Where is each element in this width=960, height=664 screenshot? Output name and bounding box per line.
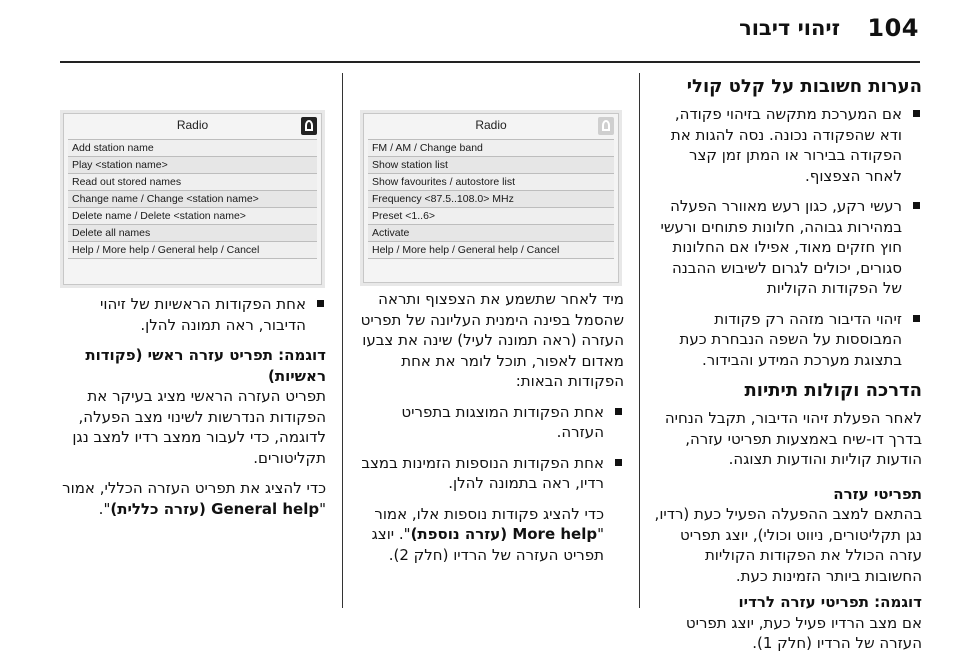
list-item: אחת הפקודות הנוספות הזמינות במצב רדיו, ראה בתמונה להלן. [356,453,624,494]
radio-screen [363,113,619,283]
help-menu [368,139,614,259]
bullet-square-icon [913,202,920,209]
menu-item: Activate [368,224,614,241]
left-column-text [58,294,326,529]
screen-title: Radio [176,118,209,132]
list-item: אחת הפקודות המוצגות בתפריט העזרה. [356,402,624,443]
right-column [652,76,922,664]
column-divider-right [639,73,640,608]
bullet-square-icon [913,110,920,117]
bullet-square-icon [913,315,920,322]
help-menus-title: תפריטי עזרה [833,484,922,503]
menu-item: Show station list [368,156,614,173]
page-number: 104 [867,14,919,42]
menu-item: Play <station name> [68,156,317,173]
guidance-text: לאחר הפעלת זיהוי הדיבור, תקבל הנחיה בדרך דו-שיח באמצעות תפריטי עזרה, הודעות קוליות והודעות תצוגה. [664,409,922,468]
menu-item: Help / More help / General help / Cancel [68,241,317,259]
intro-text: מיד לאחר שתשמע את הצפצוף ותראה שהסמל בפינה הימנית העליונה של תפריט העזרה (ראה תמונה לעיל) שינה את צבעו מאדום לאפור, תוכל לומר את אחת הפקודות הבאות: [360,290,624,390]
menu-item: Help / More help / General help / Cancel [368,241,614,259]
chapter-title: זיהוי דיבור [739,16,840,40]
menu-item: Show favourites / autostore list [368,173,614,190]
more-help-command: More help (עזרה נוספת) [410,525,598,543]
help-menus-text: בהתאם למצב ההפעלה הפעיל כעת (רדיו, נגן תקליטורים, ניווט וכולי), יוצג תפריט עזרה הכולל את הפקודות הקוליות החשובות ביותר הזמינות כעת. [654,505,922,585]
general-help-text: כדי להציג את תפריט העזרה הכללי, אמור "General help (עזרה כללית)". [62,479,326,518]
header-rule [60,61,920,63]
radio-screen [63,113,322,285]
list-item: אם המערכת מתקשה בזיהוי פקודה, ודא שהפקודה נכונה. נסה להגות את הפקודה בבירור או המתן זמן קצר לאחר הצפצוף. [652,104,922,186]
more-help-text: כדי להציג פקודות נוספות אלו, אמור "More help (עזרה נוספת)". יוצג תפריט העזרה של הרדיו (חלק 2). [371,504,604,564]
bullet-square-icon [615,408,622,415]
section-title-voice-input: הערות חשובות על קלט קולי [686,76,922,97]
list-item: רעשי רקע, כגון רעש מאוורר הפעלה במהירות גבוהה, חלונות פתוחים ורעשי חוץ חזקים מאוד, אפילו אם החלונות סגורים, יכולים לגרום לשיבוש ההבנה של הפקודות הקוליות [652,196,922,299]
column-divider-left [342,73,343,608]
list-item: אחת הפקודות הראשיות של זיהוי הדיבור, ראה תמונה להלן. [58,294,326,335]
middle-column-text [356,289,624,575]
menu-item: FM / AM / Change band [368,139,614,156]
main-help-example-title: דוגמה: תפריט עזרה ראשי (פקודות ראשיות) [85,346,326,385]
general-help-command: General help (עזרה כללית) [110,499,320,518]
radio-help-screenshot-part1 [360,110,622,286]
menu-item: Delete name / Delete <station name> [68,207,317,224]
radio-help-screenshot-part2 [60,110,325,288]
section-title-guidance: הדרכה וקולות תיתיות [744,380,922,401]
microphone-icon [598,117,614,135]
menu-item: Change name / Change <station name> [68,190,317,207]
bullet-square-icon [615,459,622,466]
radio-example-title: דוגמה: תפריטי עזרה לרדיו [738,593,922,611]
menu-item: Add station name [68,139,317,156]
page-header [0,0,960,62]
menu-item: Read out stored names [68,173,317,190]
menu-item: Frequency <87.5..108.0> MHz [368,190,614,207]
radio-example-text: אם מצב הרדיו פעיל כעת, יוצג תפריט העזרה של הרדיו (חלק 1). [685,613,922,652]
menu-item: Preset <1..6> [368,207,614,224]
menu-item: Delete all names [68,224,317,241]
microphone-icon [301,117,317,135]
bullet-square-icon [317,300,324,307]
help-menu [68,139,317,259]
list-item: זיהוי הדיבור מזהה רק פקודות המבוססות על השפה הנבחרת כעת בתצוגת מערכת המידע והבידור. [652,309,922,371]
screen-title: Radio [475,118,507,132]
main-help-example-text: תפריט העזרה הראשי מציג בעיקר את הפקודות הנדרשות לשינוי מצב הפעלה, לדוגמה, כדי לעבור ממצב רדיו למצב נגן תקליטורים. [72,387,326,467]
